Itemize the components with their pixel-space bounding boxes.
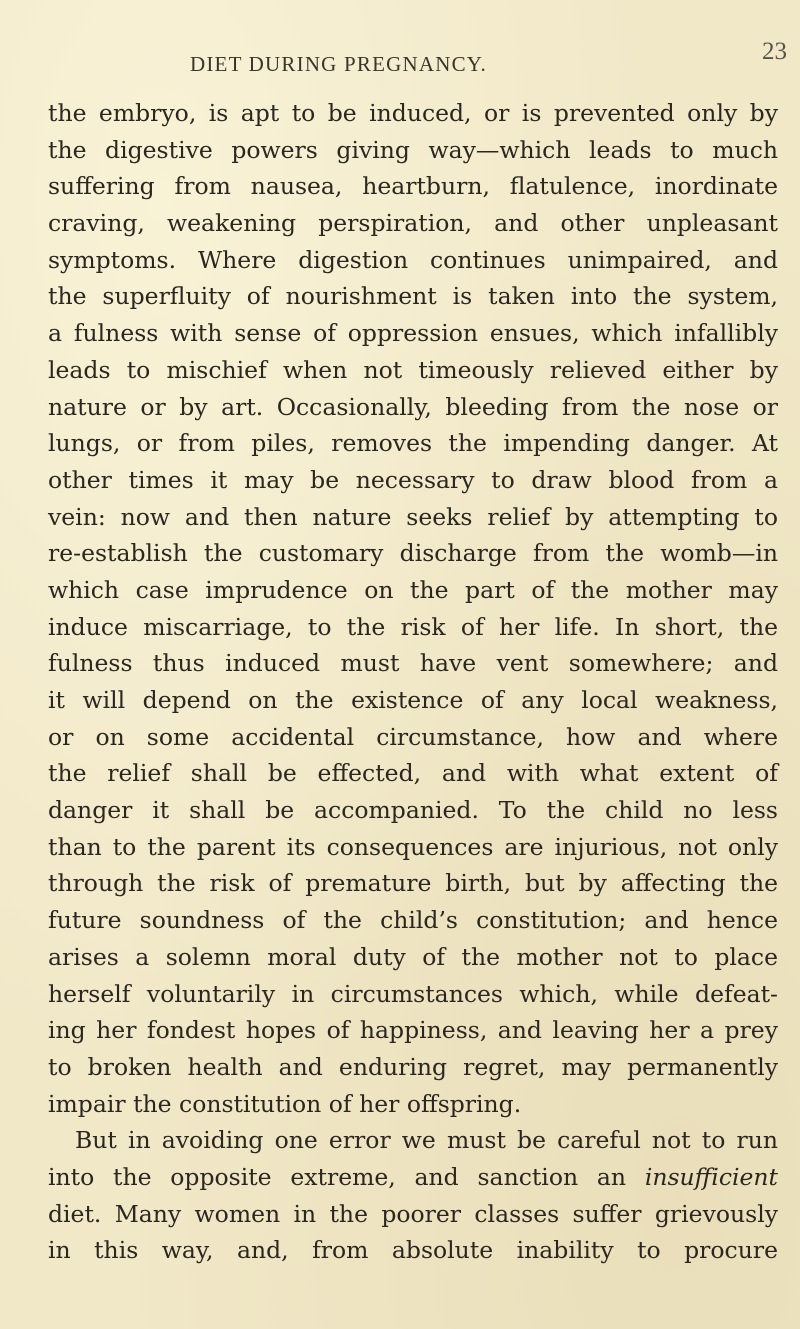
text-line: impair the constitution of her offspring. [48,1089,522,1118]
text-line: future soundness of the child’s constitution; and hence [48,906,778,935]
emphasized-word: insufficient [644,1162,778,1191]
text-line: the embryo, is apt to be induced, or is prevented only by [48,99,778,127]
text-line: ing her fondest hopes of happiness, and leaving her a prey [48,1016,778,1045]
text-line: lungs, or from piles, removes the impending danger. At [48,429,778,458]
text-line: craving, weakening perspiration, and other unpleasant [48,209,778,238]
text-line: or on some accidental circumstance, how and where [48,722,778,751]
text-line: induce miscarriage, to the risk of her life. In short, the [48,612,778,641]
paragraph-1 [48,95,778,1122]
text-fragment: into the opposite extreme, and sanction an [48,1162,645,1191]
text-line: the relief shall be effected, and with what extent of [48,759,778,788]
text-line: leads to mischief when not timeously relieved either by [48,355,778,384]
text-line: through the risk of premature birth, but by affecting the [48,869,778,898]
text-line: arises a solemn moral duty of the mother not to place [48,942,778,971]
text-line: to broken health and enduring regret, may permanently [48,1052,778,1081]
text-line: than to the parent its consequences are injurious, not only [48,832,778,861]
text-line: vein: now and then nature seeks relief by attempting to [48,502,778,531]
text-line: diet. Many women in the poorer classes suffer grievously [48,1199,778,1228]
text-line: suffering from nausea, heartburn, flatulence, inordinate [48,172,778,201]
text-line: nature or by art. Occasionally, bleeding from the nose or [48,392,778,421]
text-line: re-establish the customary discharge from the womb—in [48,539,778,568]
text-line: the digestive powers giving way—which leads to much [48,135,778,164]
text-line: it will depend on the existence of any local weakness, [48,686,778,714]
text-line: symptoms. Where digestion continues unimpaired, and [48,245,778,274]
text-line: in this way, and, from absolute inability to procure [48,1236,778,1265]
text-line: which case imprudence on the part of the mother may [48,575,778,604]
text-line: fulness thus induced must have vent somewhere; and [48,649,778,678]
text-line: herself voluntarily in circumstances which, while defeat- [48,979,778,1008]
text-line: other times it may be necessary to draw blood from a [48,465,778,494]
page-number: 23 [762,38,787,65]
text-line: But in avoiding one error we must be careful not to run [75,1126,778,1155]
text-line: the superfluity of nourishment is taken into the system, [48,282,778,311]
text-line: danger it shall be accompanied. To the child no less [48,796,778,825]
body-text [48,95,778,1269]
running-head: DIET DURING PREGNANCY. [190,52,487,76]
paragraph-2 [48,1122,778,1269]
text-line [48,1159,778,1196]
text-line: a fulness with sense of oppression ensues, which infallibly [48,319,778,348]
